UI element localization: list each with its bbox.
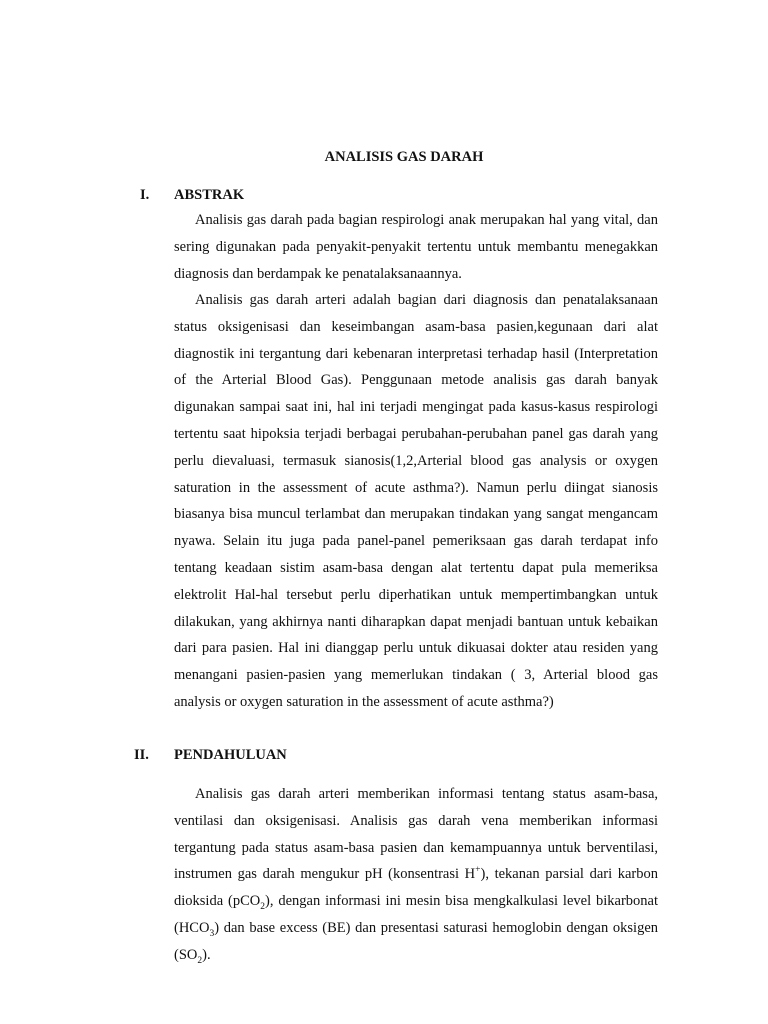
section-2-number: II.: [134, 747, 149, 763]
intro-sub-so2: 2: [197, 955, 203, 966]
intro-text-e: ).: [202, 946, 211, 963]
intro-sub-co2: 2: [260, 902, 265, 913]
section-1-number: I.: [140, 187, 150, 203]
abstract-paragraph-1: Analisis gas darah pada bagian respirologi anak merupakan hal yang vital, dan sering digunakan pada penyakit-penyakit tertentu untuk membantu menegakkan diagnosis dan berdampak ke penatalaksanaannya.: [174, 212, 658, 282]
intro-sup-plus: +: [475, 865, 481, 876]
intro-text-d: ) dan base excess (BE) dan presentasi saturasi hemoglobin dengan oksigen (SO: [174, 919, 658, 963]
introduction-paragraph: [174, 781, 658, 969]
document-title: ANALISIS GAS DARAH: [324, 149, 484, 165]
intro-sub-hco3: 3: [209, 928, 215, 939]
section-1-heading: ABSTRAK: [174, 187, 245, 203]
intro-text-c: ), dengan informasi ini mesin bisa mengkalkulasi level bikarbonat (HCO: [174, 893, 659, 936]
section-2-heading: PENDAHULUAN: [174, 747, 287, 763]
intro-text-b: ), tekanan parsial dari karbon dioksida (pCO: [174, 866, 658, 910]
intro-text-a: Analisis gas darah arteri memberikan informasi tentang status asam-basa, ventilasi dan oksigenisasi. Analisis gas darah vena memberikan informasi tergantung pada status asam-basa pasien dan kemampuannya untuk berventilasi, instrumen gas darah mengukur pH (konsentrasi H: [174, 786, 658, 883]
abstract-paragraph-2: Analisis gas darah arteri adalah bagian dari diagnosis dan penatalaksanaan status oksigenisasi dan keseimbangan asam-basa pasien,kegunaan dari alat diagnostik ini tergantung dari kebenaran interpretasi terhadap hasil (Interpretation of the Arterial Blood Gas). Penggunaan metode analisis gas darah banyak digunakan sampai saat ini, hal ini terjadi mengingat pada kasus-kasus respirologi tertentu saat hipoksia terjadi berbagai perubahan-perubahan panel gas darah yang perlu dievaluasi, termasuk sianosis(1,2,Arterial blood gas analysis or oxygen saturation in the assessment of acute asthma?). Namun perlu diingat sianosis biasanya bisa muncul terlambat dan merupakan tindakan yang sangat mengancam nyawa. Selain itu juga pada panel-panel pemeriksaan gas darah terdapat info tentang keadaan sistim asam-basa dengan alat tertentu dapat pula memeriksa elektrolit Hal-hal tersebut perlu diperhatikan untuk mempertimbangkan untuk dilakukan, yang akhirnya nanti diharapkan dapat menjadi bantuan untuk kebaikan dari para pasien. Hal ini dianggap perlu untuk dikuasai dokter atau residen yang menangani pasien-pasien yang memerlukan tindakan ( 3, Arterial blood gas analysis or oxygen saturation in the assessment of acute asthma?): [174, 292, 658, 710]
